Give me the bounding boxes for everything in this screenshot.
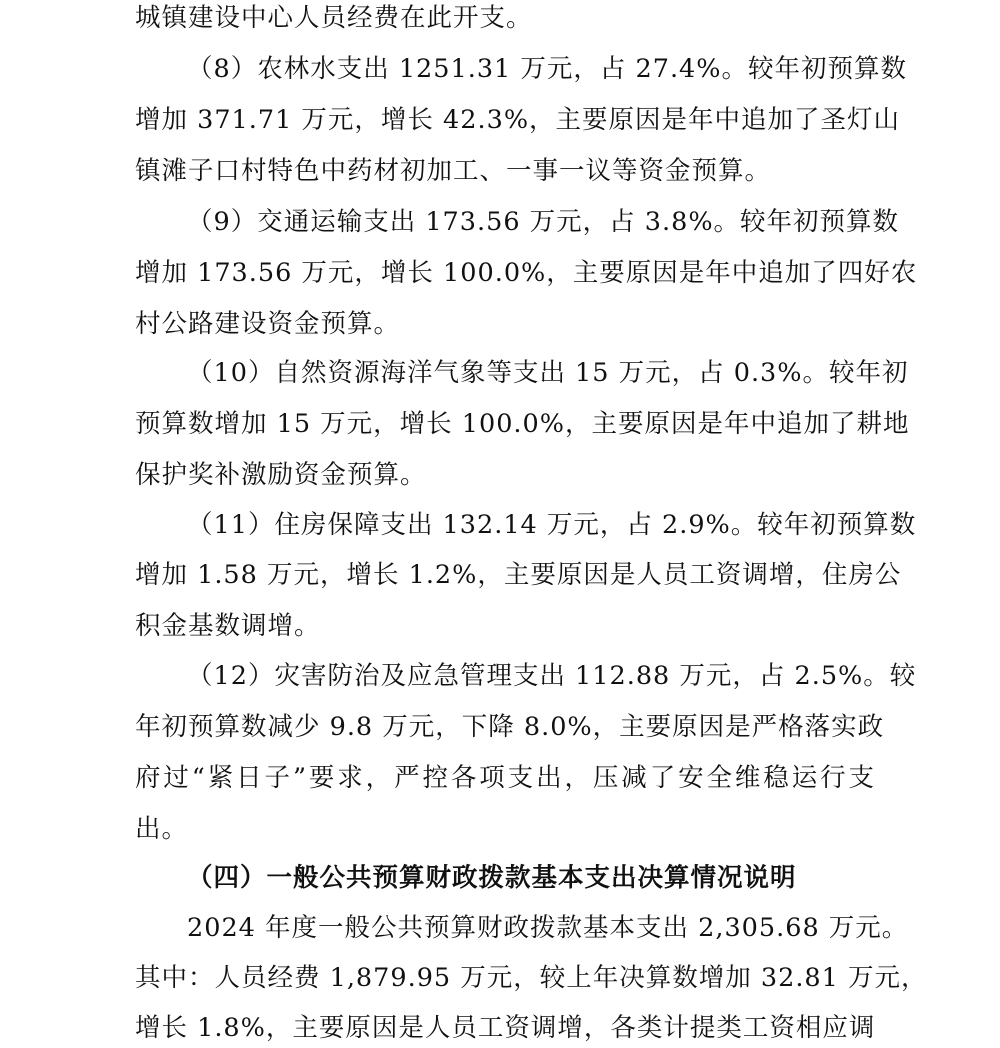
- paragraph-line: 保护奖补激励资金预算。: [135, 460, 427, 490]
- paragraph-line: 其中：人员经费 1,879.95 万元，较上年决算数增加 32.81 万元，: [135, 963, 928, 993]
- paragraph-line: 积金基数调增。: [135, 611, 321, 641]
- paragraph-line: （9）交通运输支出 173.56 万元，占 3.8%。较年初预算数: [187, 207, 900, 237]
- paragraph-line: 府过“紧日子”要求，严控各项支出，压减了安全维稳运行支: [135, 763, 875, 793]
- paragraph-line: 增加 173.56 万元，增长 100.0%，主要原因是年中追加了四好农: [135, 258, 918, 288]
- paragraph-line: 村公路建设资金预算。: [135, 309, 401, 339]
- paragraph-line: 2024 年度一般公共预算财政拨款基本支出 2,305.68 万元。: [187, 913, 909, 943]
- paragraph-line: 增长 1.8%，主要原因是人员工资调增，各类计提类工资相应调: [135, 1013, 876, 1043]
- paragraph-line: 增加 1.58 万元，增长 1.2%，主要原因是人员工资调增，住房公: [135, 560, 902, 590]
- paragraph-line: （12）灾害防治及应急管理支出 112.88 万元，占 2.5%。较: [187, 661, 917, 691]
- paragraph-line: （11）住房保障支出 132.14 万元，占 2.9%。较年初预算数: [187, 510, 917, 540]
- paragraph-line: 增加 371.71 万元，增长 42.3%，主要原因是年中追加了圣灯山: [135, 105, 901, 135]
- paragraph-line: 年初预算数减少 9.8 万元，下降 8.0%，主要原因是严格落实政: [135, 712, 885, 742]
- paragraph-line: （8）农林水支出 1251.31 万元，占 27.4%。较年初预算数: [187, 54, 907, 84]
- paragraph-line: （10）自然资源海洋气象等支出 15 万元，占 0.3%。较年初: [187, 358, 909, 388]
- paragraph-line: 出。: [135, 814, 189, 844]
- section-heading: （四）一般公共预算财政拨款基本支出决算情况说明: [187, 863, 797, 893]
- paragraph-line: 城镇建设中心人员经费在此开支。: [135, 3, 533, 33]
- paragraph-line: 预算数增加 15 万元，增长 100.0%，主要原因是年中追加了耕地: [135, 409, 910, 439]
- paragraph-line: 镇滩子口村特色中药材初加工、一事一议等资金预算。: [135, 156, 772, 186]
